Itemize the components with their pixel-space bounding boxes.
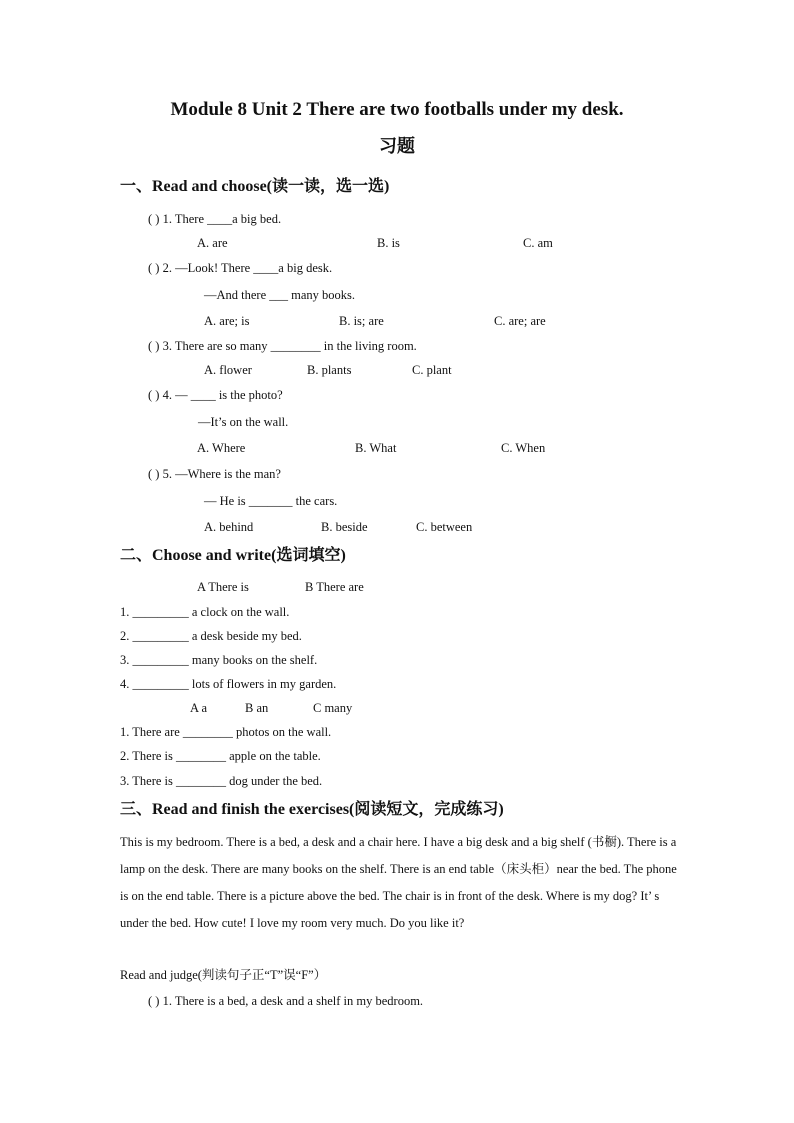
- q2-line2: —And there ___ many books.: [204, 288, 356, 302]
- q5-line2: — He is _______ the cars.: [204, 494, 338, 508]
- choice-option-b: B There are: [305, 580, 364, 594]
- q1-option-c: C. am: [523, 236, 553, 250]
- q3-option-b: B. plants: [307, 363, 352, 377]
- q4-option-b: B. What: [355, 441, 397, 455]
- page-subtitle: 习题: [379, 136, 415, 157]
- fill-item: 3. There is ________ dog under the bed.: [120, 774, 323, 788]
- q3-stem: ( ) 3. There are so many ________ in the living room.: [148, 339, 417, 353]
- judge-item: ( ) 1. There is a bed, a desk and a shelf in my bedroom.: [148, 994, 424, 1008]
- q2-option-a: A. are; is: [204, 314, 250, 328]
- q4-line2: —It’s on the wall.: [198, 415, 289, 429]
- fill-item: 1. _________ a clock on the wall.: [120, 605, 290, 619]
- fill-item: 2. There is ________ apple on the table.: [120, 749, 321, 763]
- q4-stem: ( ) 4. — ____ is the photo?: [148, 388, 283, 402]
- fill-item: 1. There are ________ photos on the wall.: [120, 725, 332, 739]
- q5-option-c: C. between: [416, 520, 473, 534]
- q5-option-b: B. beside: [321, 520, 368, 534]
- q1-option-a: A. are: [197, 236, 228, 250]
- q5-stem: ( ) 5. —Where is the man?: [148, 467, 281, 481]
- q1-option-b: B. is: [377, 236, 400, 250]
- section2-heading: 二、Choose and write(选词填空): [120, 547, 346, 564]
- q3-option-a: A. flower: [204, 363, 252, 377]
- q4-option-a: A. Where: [197, 441, 246, 455]
- fill-item: 4. _________ lots of flowers in my garden.: [120, 677, 337, 691]
- q5-option-a: A. behind: [204, 520, 254, 534]
- choice-option-a: A There is: [197, 580, 249, 594]
- section3-heading: 三、Read and finish the exercises(阅读短文，完成练习): [120, 801, 504, 818]
- q1-stem: ( ) 1. There ____a big bed.: [148, 212, 282, 226]
- fill-item: 2. _________ a desk beside my bed.: [120, 629, 302, 643]
- q2-stem: ( ) 2. —Look! There ____a big desk.: [148, 261, 333, 275]
- q2-option-c: C. are; are: [494, 314, 546, 328]
- choice-option-c: C many: [313, 701, 353, 715]
- q3-option-c: C. plant: [412, 363, 452, 377]
- q2-option-b: B. is; are: [339, 314, 384, 328]
- judge-label: Read and judge(判读句子正“T”误“F”）: [120, 968, 327, 982]
- reading-passage: This is my bedroom. There is a bed, a desk and a chair here. I have a big desk and a big shelf (书橱). There is a lamp on the desk. There are many books on the shelf. There is an end table（床头柜）near the bed. The phone is on the end table. There is a picture above the bed. The chair is in front of the desk. Where is my dog? It’ s under the bed. How cute! I love my room very much. Do you like it?: [120, 835, 677, 930]
- fill-item: 3. _________ many books on the shelf.: [120, 653, 318, 667]
- q4-option-c: C. When: [501, 441, 546, 455]
- choice-option-a: A a: [190, 701, 208, 715]
- choice-option-b: B an: [245, 701, 269, 715]
- page-title: Module 8 Unit 2 There are two footballs under my desk.: [170, 99, 624, 120]
- section1-heading: 一、Read and choose(读一读，选一选): [120, 178, 390, 195]
